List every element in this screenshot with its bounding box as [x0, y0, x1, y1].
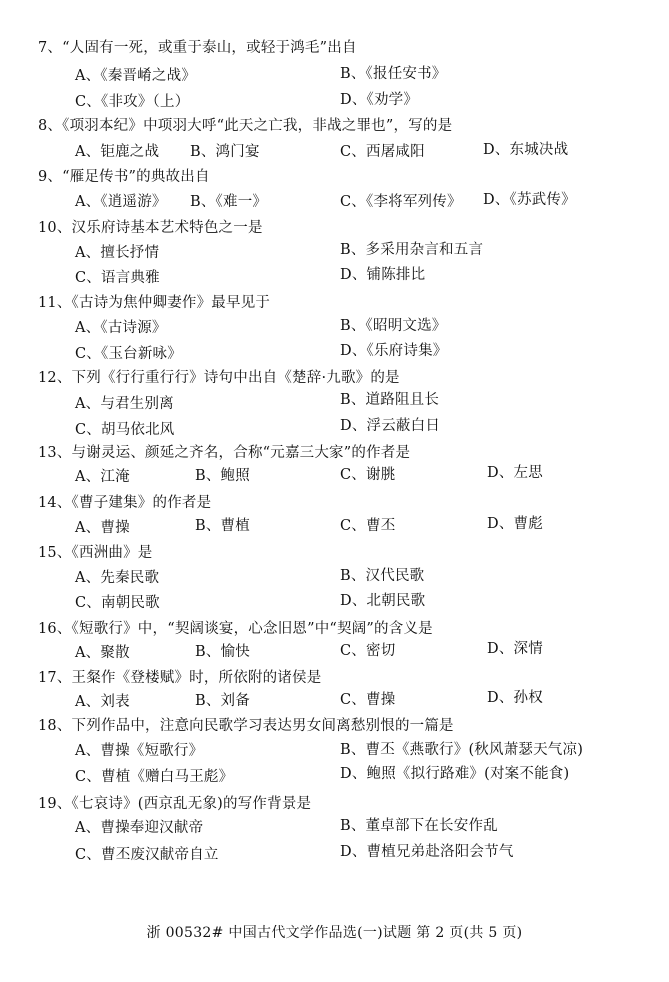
question-7-option-c: C、《非攻》（上） — [75, 94, 190, 110]
question-7-option-b: B、《报任安书》 — [340, 66, 447, 82]
question-12-option-c: C、胡马依北风 — [75, 422, 175, 438]
question-17-option-b: B、刘备 — [195, 693, 250, 709]
question-15-stem: 15、《西洲曲》是 — [38, 545, 153, 561]
question-9-option-b: B、《难一》 — [190, 194, 268, 210]
question-8-option-a: A、钜鹿之战 — [75, 144, 160, 160]
question-12-option-d: D、浮云蔽白日 — [340, 418, 441, 434]
question-17-option-c: C、曹操 — [340, 692, 396, 708]
question-14-option-b: B、曹植 — [195, 518, 250, 534]
question-9-option-a: A、《逍遥游》 — [75, 194, 167, 210]
question-8-option-d: D、东城决战 — [483, 142, 569, 158]
question-9-stem: 9、“雁足传书”的典故出自 — [38, 169, 210, 185]
question-18-option-c: C、曹植《赠白马王彪》 — [75, 769, 234, 785]
question-17-option-a: A、刘表 — [75, 694, 130, 710]
question-11-stem: 11、《古诗为焦仲卿妻作》最早见于 — [38, 295, 271, 311]
question-19-option-c: C、曹丕废汉献帝自立 — [75, 847, 219, 863]
question-13-option-b: B、鲍照 — [195, 468, 250, 484]
question-15-option-c: C、南朝民歌 — [75, 595, 160, 611]
question-16-stem: 16、《短歌行》中，“契阔谈宴，心念旧恩”中“契阔”的含义是 — [38, 621, 433, 637]
question-8-option-b: B、鸿门宴 — [190, 144, 260, 160]
question-11-option-b: B、《昭明文选》 — [340, 318, 447, 334]
question-12-option-b: B、道路阻且长 — [340, 392, 440, 408]
question-16-option-d: D、深情 — [487, 641, 543, 657]
question-18-option-d: D、鲍照《拟行路难》(对案不能食) — [340, 766, 570, 782]
question-13-option-c: C、谢朓 — [340, 467, 396, 483]
question-16-option-b: B、愉快 — [195, 644, 250, 660]
question-13-option-a: A、江淹 — [75, 469, 130, 485]
question-14-option-c: C、曹丕 — [340, 518, 396, 534]
question-9-option-d: D、《苏武传》 — [483, 192, 576, 208]
question-11-option-a: A、《古诗源》 — [75, 320, 167, 336]
question-11-option-d: D、《乐府诗集》 — [340, 343, 448, 359]
question-8-option-c: C、西屠咸阳 — [340, 144, 425, 160]
question-19-option-b: B、董卓部下在长安作乱 — [340, 818, 498, 834]
question-14-option-d: D、曹彪 — [487, 516, 543, 532]
question-12-stem: 12、下列《行行重行行》诗句中出自《楚辞·九歌》的是 — [38, 370, 400, 386]
question-8-stem: 8、《项羽本纪》中项羽大呼“此天之亡我，非战之罪也”，写的是 — [38, 118, 453, 134]
question-19-stem: 19、《七哀诗》(西京乱无象)的写作背景是 — [38, 796, 312, 812]
question-7-option-d: D、《劝学》 — [340, 92, 419, 108]
question-17-option-d: D、孙权 — [487, 690, 543, 706]
question-7-stem: 7、“人固有一死，或重于泰山，或轻于鸿毛”出自 — [38, 40, 357, 56]
question-18-stem: 18、下列作品中，注意向民歌学习表达男女间离愁别恨的一篇是 — [38, 718, 454, 734]
question-10-stem: 10、汉乐府诗基本艺术特色之一是 — [38, 220, 263, 236]
question-17-stem: 17、王粲作《登楼赋》时，所依附的诸侯是 — [38, 670, 322, 686]
question-13-stem: 13、与谢灵运、颜延之齐名，合称“元嘉三大家”的作者是 — [38, 445, 411, 461]
question-19-option-d: D、曹植兄弟赴洛阳会节气 — [340, 844, 514, 860]
question-13-option-d: D、左思 — [487, 465, 543, 481]
question-14-stem: 14、《曹子建集》的作者是 — [38, 495, 212, 511]
question-10-option-a: A、擅长抒情 — [75, 245, 160, 261]
question-16-option-a: A、聚散 — [75, 645, 130, 661]
question-10-option-d: D、铺陈排比 — [340, 267, 426, 283]
question-12-option-a: A、与君生别离 — [75, 396, 174, 412]
question-9-option-c: C、《李将军列传》 — [340, 194, 462, 210]
question-18-option-b: B、曹丕《燕歌行》(秋风萧瑟天气凉) — [340, 742, 584, 758]
question-10-option-c: C、语言典雅 — [75, 270, 160, 286]
question-16-option-c: C、密切 — [340, 643, 396, 659]
page-footer: 浙 00532# 中国古代文学作品选(一)试题 第 2 页(共 5 页) — [146, 925, 523, 941]
question-11-option-c: C、《玉台新咏》 — [75, 346, 182, 362]
question-15-option-d: D、北朝民歌 — [340, 593, 426, 609]
question-18-option-a: A、曹操《短歌行》 — [75, 743, 204, 759]
question-14-option-a: A、曹操 — [75, 520, 130, 536]
question-10-option-b: B、多采用杂言和五言 — [340, 242, 484, 258]
question-7-option-a: A、《秦晋崤之战》 — [75, 68, 197, 84]
question-15-option-a: A、先秦民歌 — [75, 570, 160, 586]
question-19-option-a: A、曹操奉迎汉献帝 — [75, 820, 204, 836]
question-15-option-b: B、汉代民歌 — [340, 568, 425, 584]
